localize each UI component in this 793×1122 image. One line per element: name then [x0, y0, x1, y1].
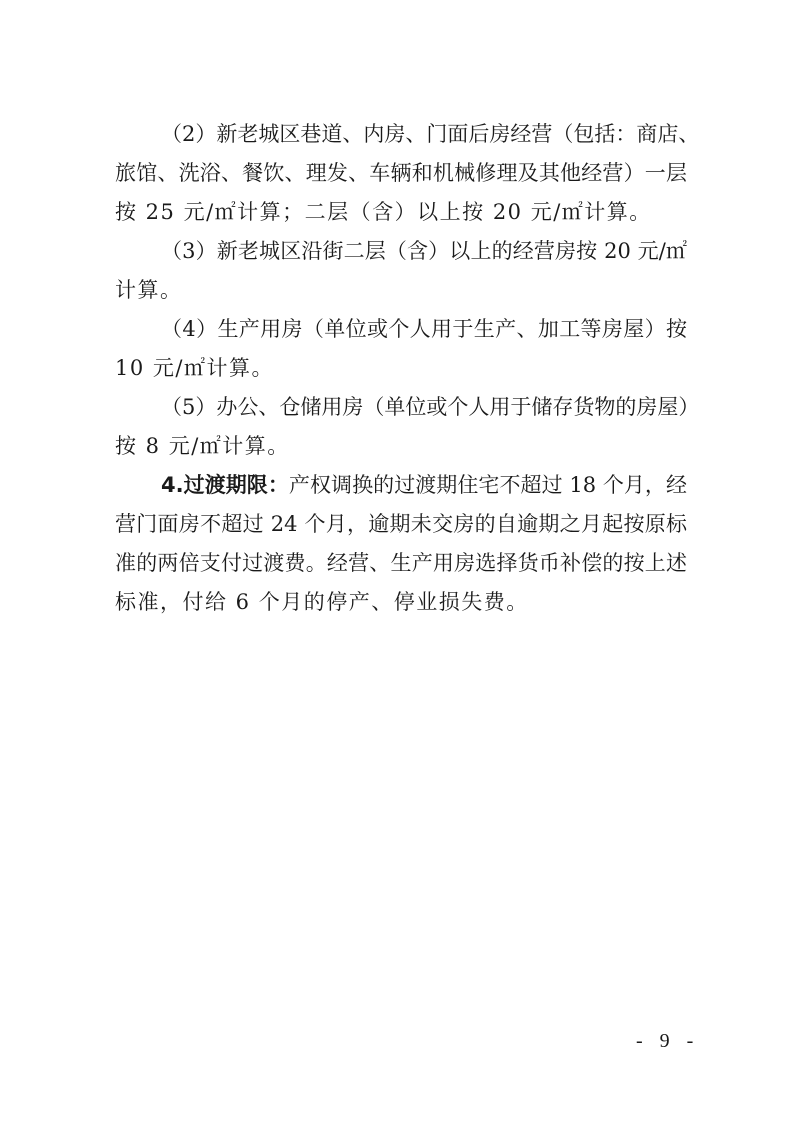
paragraph-2-line-2: 旅馆、洗浴、餐饮、理发、车辆和机械修理及其他经营）一层 — [115, 161, 687, 185]
page-number: - 9 - — [636, 1030, 700, 1052]
section-4-heading: 4.过渡期限： — [161, 473, 289, 497]
section-4-line-2: 营门面房不超过 24 个月，逾期未交房的自逾期之月起按原标 — [115, 512, 687, 536]
section-4-line-1 — [161, 470, 687, 500]
section-4-line-4: 标准，付给 6 个月的停产、停业损失费。 — [115, 590, 529, 614]
paragraph-2-line-1: （2）新老城区巷道、内房、门面后房经营（包括：商店、 — [161, 122, 700, 146]
paragraph-5-line-2: 按 8 元/㎡计算。 — [115, 434, 290, 458]
paragraph-3-line-2: 计算。 — [115, 278, 183, 302]
section-4-line-3: 准的两倍支付过渡费。经营、生产用房选择货币补偿的按上述 — [115, 551, 687, 575]
section-4-line-1-text: 产权调换的过渡期住宅不超过 18 个月，经 — [288, 473, 687, 497]
paragraph-5-line-1: （5）办公、仓储用房（单位或个人用于储存货物的房屋） — [161, 395, 700, 419]
paragraph-4-line-1: （4）生产用房（单位或个人用于生产、加工等房屋）按 — [161, 317, 687, 341]
paragraph-2-line-3: 按 25 元/㎡计算；二层（含）以上按 20 元/㎡计算。 — [115, 200, 652, 224]
paragraph-3-line-1: （3）新老城区沿街二层（含）以上的经营房按 20 元/㎡ — [161, 239, 687, 263]
paragraph-4-line-2: 10 元/㎡计算。 — [115, 356, 274, 380]
